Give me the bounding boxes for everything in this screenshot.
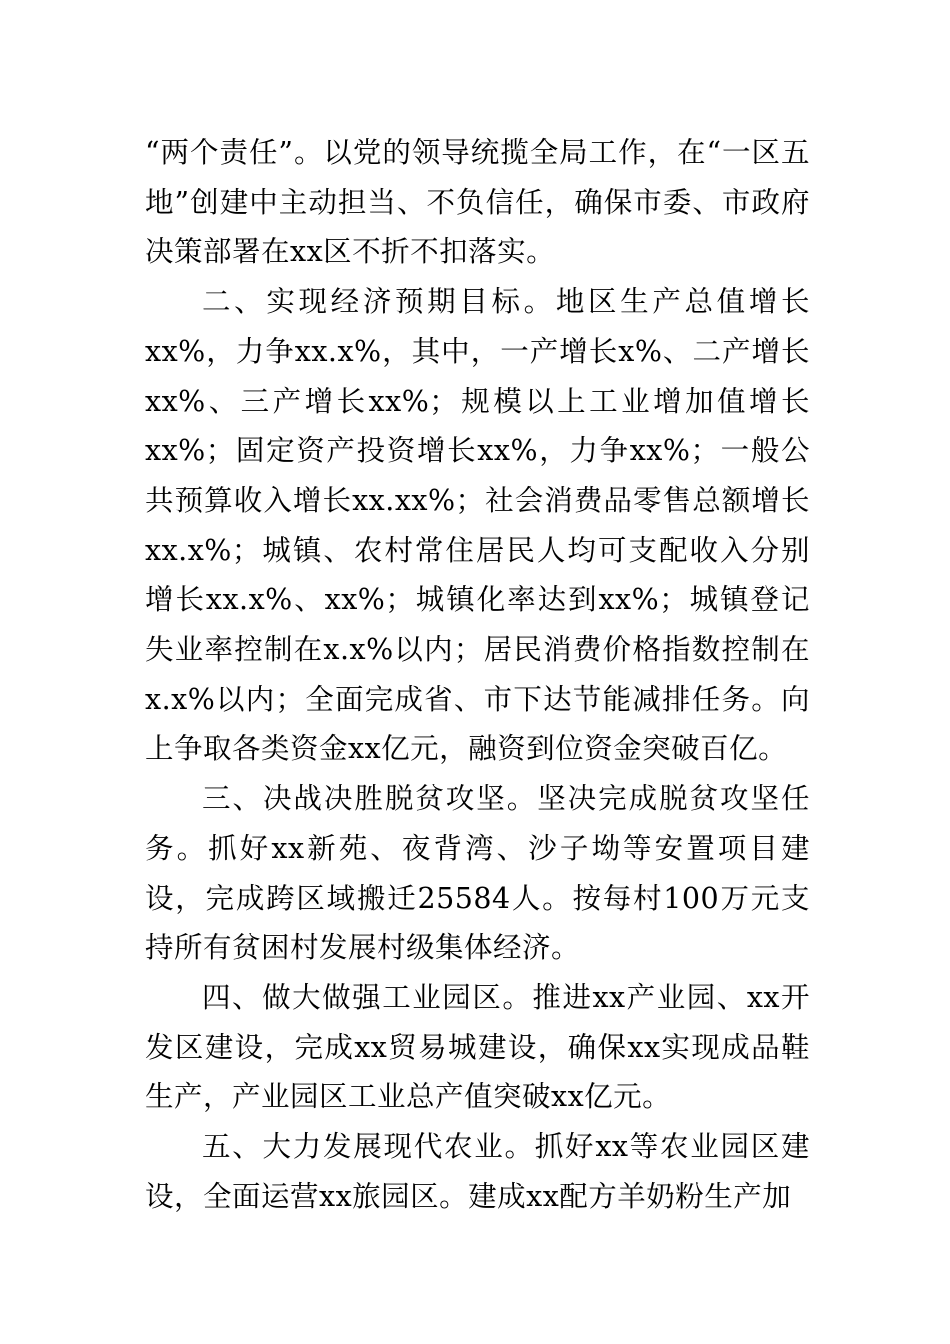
paragraph-poverty-alleviation: 三、决战决胜脱贫攻坚。坚决完成脱贫攻坚任务。抓好xx新苑、夜背湾、沙子坳等安置项目建设，完成跨区域搬迁25584人。按每村100万元支持所有贫困村发展村级集体经济。 (145, 782, 810, 965)
paragraph-continued: “两个责任”。以党的领导统揽全局工作，在“一区五地”创建中主动担当、不负信任，确保市委、市政府决策部署在xx区不折不扣落实。 (145, 136, 810, 269)
paragraph-industrial-parks: 四、做大做强工业园区。推进xx产业园、xx开发区建设，完成xx贸易城建设，确保xx实现成品鞋生产，产业园区工业总产值突破xx亿元。 (145, 980, 810, 1114)
paragraph-economic-targets: 二、实现经济预期目标。地区生产总值增长xx%，力争xx.x%，其中，一产增长x%、二产增长xx%、三产增长xx%；规模以上工业增加值增长xx%；固定资产投资增长xx%，力争xx%；一般公共预算收入增长xx.xx%；社会消费品零售总额增长xx.x%；城镇、农村常住居民人均可支配收入分别增长xx.x%、xx%；城镇化率达到xx%；城镇登记失业率控制在x.x%以内；居民消费价格指数控制在x.x%以内；全面完成省、市下达节能减排任务。向上争取各类资金xx亿元，融资到位资金突破百亿。 (145, 285, 810, 766)
paragraph-modern-agriculture: 五、大力发展现代农业。抓好xx等农业园区建设，全面运营xx旅园区。建成xx配方羊奶粉生产加 (145, 1130, 810, 1213)
document-body (145, 128, 810, 1221)
